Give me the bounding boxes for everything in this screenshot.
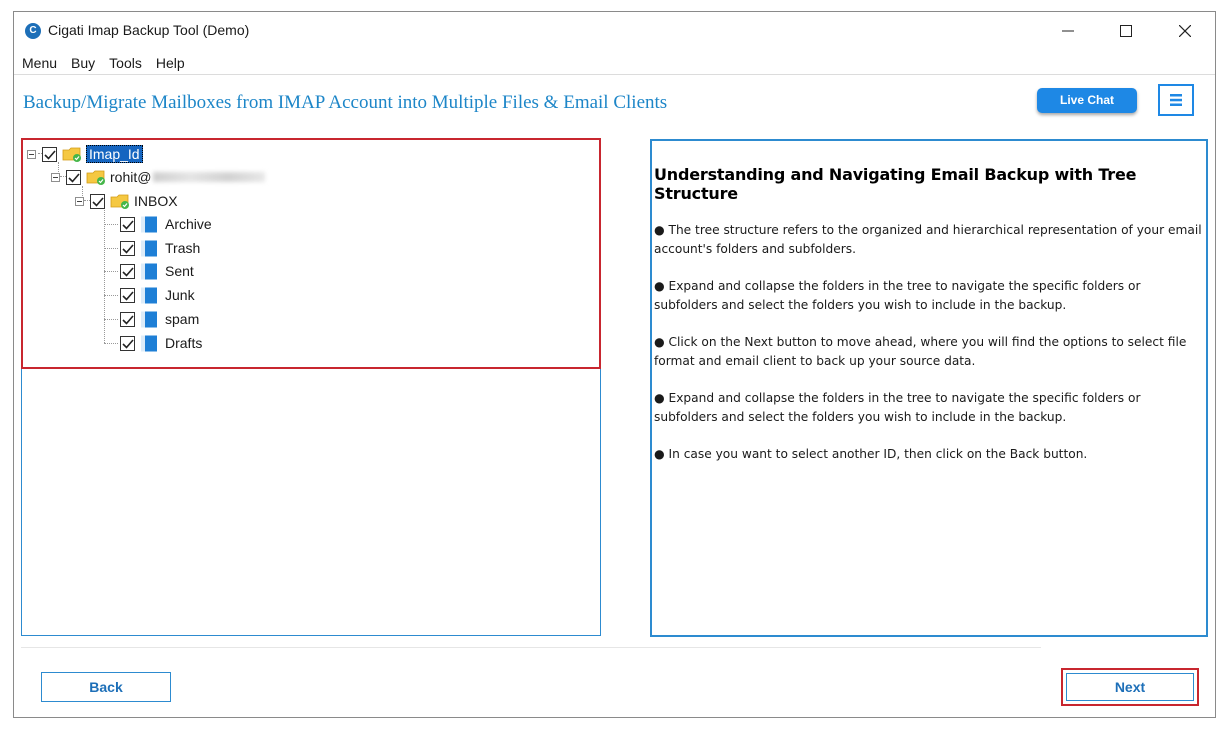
close-button[interactable] xyxy=(1170,20,1200,42)
window-title: Cigati Imap Backup Tool (Demo) xyxy=(48,22,250,38)
app-window xyxy=(13,11,1216,718)
cigati-logo-icon: C xyxy=(25,23,41,39)
page-title: Backup/Migrate Mailboxes from IMAP Account into Multiple Files & Email Clients xyxy=(23,92,668,113)
back-button[interactable]: Back xyxy=(41,672,171,702)
tree-highlight-box xyxy=(21,138,601,369)
info-panel xyxy=(650,139,1208,637)
folder-label: Junk xyxy=(165,287,195,303)
menu-divider xyxy=(14,74,1215,75)
info-title: Understanding and Navigating Email Backup with Tree Structure xyxy=(654,165,1137,203)
menu-item-help[interactable]: Help xyxy=(155,55,185,71)
menu-bar xyxy=(14,52,191,74)
folder-label: spam xyxy=(165,311,200,327)
menu-item-buy[interactable]: Buy xyxy=(71,55,96,71)
folder-label: Drafts xyxy=(165,335,203,351)
title-bar xyxy=(14,12,1215,50)
hamburger-menu-button[interactable] xyxy=(1158,84,1194,116)
footer-divider xyxy=(21,647,1041,648)
folder-label: Trash xyxy=(165,240,201,256)
info-paragraph: ● The tree structure refers to the organized and hierarchical representation of your email account's folders and subfolders. xyxy=(654,223,1202,256)
minimize-button[interactable] xyxy=(1053,20,1083,42)
info-paragraph: ● In case you want to select another ID, then click on the Back button. xyxy=(654,447,1088,461)
next-button[interactable]: Next xyxy=(1066,673,1194,701)
tree-inbox-label: INBOX xyxy=(134,193,178,209)
tree-account-label: rohit@ xyxy=(110,169,152,185)
minimize-icon xyxy=(1062,25,1074,37)
tree-root-label: Imap_Id xyxy=(86,145,143,163)
folder-label: Archive xyxy=(165,216,212,232)
close-icon xyxy=(1179,25,1191,37)
folder-label: Sent xyxy=(165,263,194,279)
maximize-button[interactable] xyxy=(1111,20,1141,42)
live-chat-button[interactable]: Live Chat xyxy=(1037,88,1137,113)
menu-item-menu[interactable]: Menu xyxy=(22,55,58,71)
info-paragraph: ● Expand and collapse the folders in the tree to navigate the specific folders or subfolders and select the folders you wish to include in the backup. xyxy=(654,391,1141,424)
maximize-icon xyxy=(1120,25,1132,37)
info-paragraph: ● Click on the Next button to move ahead, where you will find the options to select file format and email client to back up your source data. xyxy=(654,335,1187,368)
info-paragraph: ● Expand and collapse the folders in the tree to navigate the specific folders or subfolders and select the folders you wish to include in the backup. xyxy=(654,279,1141,312)
next-highlight-box xyxy=(1061,668,1199,706)
menu-item-tools[interactable]: Tools xyxy=(109,55,142,71)
hamburger-icon xyxy=(1169,93,1183,107)
